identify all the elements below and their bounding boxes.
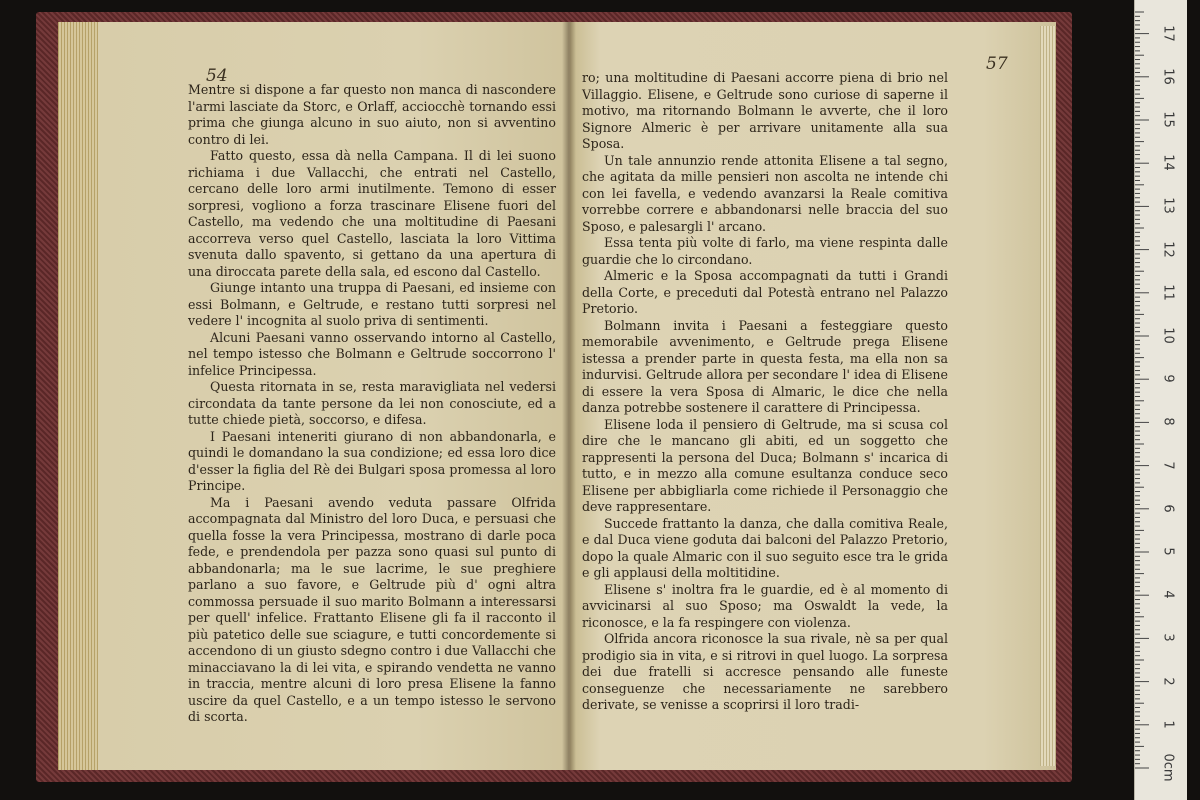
ruler-label: 4	[1160, 590, 1176, 599]
paragraph: Almeric e la Sposa accompagnati da tutti i Grandi della Corte, e preceduti dal Potestà entrano nel Palazzo Pretorio.	[582, 268, 948, 316]
paragraph: Alcuni Paesani vanno osservando intorno al Castello, nel tempo istesso che Bolmann e Geltrude soccorrono l' infelice Principessa.	[188, 329, 556, 378]
paragraph: ro; una moltitudine di Paesani accorre piena di brio nel Villaggio. Elisene, e Geltrude sono curiose di saperne il motivo, ma ritornando Bolmann le avverte, che il loro Signore Almeric è per arrivare unitamente alla sua Sposa.	[582, 70, 948, 151]
ruler-label: 16	[1160, 68, 1176, 85]
ruler-label: 15	[1160, 111, 1176, 128]
paragraph: I Paesani inteneriti giurano di non abbandonarla, e quindi le domandano la sua condizione; ed essa loro dice d'esser la figlia del Rè dei Bulgari sposa promessa al loro Principe.	[188, 428, 556, 493]
paragraph: Fatto questo, essa dà nella Campana. Il di lei suono richiama i due Vallacchi, che entrati nel Castello, cercano delle loro armi inutilmente. Temono di esser sorpresi, vogliono a forza trascinare Elisene fuori del Castello, ma vedendo che una moltitudine di Paesani accorreva verso quel Castello, lasciata la loro Vittima svenuta dallo spavento, si gettano da una apertura di una diroccata parete della sala, ed escono dal Castello.	[188, 148, 556, 279]
right-page-text	[582, 70, 948, 714]
ruler-label: 5	[1160, 547, 1176, 556]
book-gutter	[562, 22, 576, 770]
left-page-edges	[58, 22, 98, 770]
paragraph: Giunge intanto una truppa di Paesani, ed insieme con essi Bolmann, e Geltrude, e restano tutti sorpresi nel vedere l' incognita al suolo priva di sentimenti.	[188, 280, 556, 328]
paragraph: Olfrida ancora riconosce la sua rivale, nè sa per qual prodigio sia in vita, e si ritrovi in quel luogo. La sorpresa dei due fratelli si accresce pensando alle funeste conseguenze che necessariamente ne sarebbero derivate, se venisse a scoprirsi il loro tradi-	[582, 631, 948, 712]
ruler-label: 13	[1160, 197, 1176, 215]
right-page-edges	[1040, 26, 1056, 766]
ruler-label: 2	[1160, 676, 1176, 686]
paragraph: Mentre si dispone a far questo non manca di nascondere l'armi lasciate da Storc, e Orlaff, acciocchè tornando essi prima che giunga alcuno in suo aiuto, non si avventino contro di lei.	[188, 82, 556, 147]
paragraph: Bolmann invita i Paesani a festeggiare questo memorabile avvenimento, e Geltrude prega Elisene istessa a prender parte in questa festa, ma ella non sa indurvisi. Geltrude allora per secondare l' idea di Elisene di essere la vera Sposa di Almaric, le dice che nella danza potrebbe sostenere il carattere di Principessa.	[582, 317, 948, 415]
paragraph: Un tale annunzio rende attonita Elisene a tal segno, che agitata da mille pensieri non ascolta ne intende chi con lei favella, e vedendo avanzarsi la Reale comitiva vorrebbe correre e abbandonarsi nelle braccia del suo Sposo, e palesargli l' arcano.	[582, 152, 948, 234]
paragraph: Questa ritornata in se, resta maravigliata nel vedersi circondata da tante persone da lei non conosciute, ed a tutte chiede pietà, soccorso, e difesa.	[188, 379, 556, 427]
left-page-number: 54	[206, 66, 228, 86]
ruler-label: 8	[1160, 417, 1176, 427]
ruler-label: 14	[1160, 154, 1176, 171]
right-page-number: 57	[986, 54, 1008, 74]
ruler-label: 11	[1160, 284, 1176, 301]
ruler-label: 7	[1160, 460, 1176, 470]
ruler-label: 17	[1160, 24, 1176, 42]
ruler-label: 3	[1160, 633, 1176, 643]
measurement-ruler	[1134, 0, 1187, 800]
paragraph: Elisene s' inoltra fra le guardie, ed è al momento di avvicinarsi al suo Sposo; ma Oswaldt la vede, la riconosce, e la fa respingere con violenza.	[582, 581, 948, 630]
ruler-label: 9	[1160, 374, 1176, 383]
paragraph: Ma i Paesani avendo veduta passare Olfrida accompagnata dal Ministro del loro Duca, e persuasi che quella fosse la vera Principessa, mostrano di darle poca fede, e prendendola per pazza sono quasi sul punto di abbandonarla; ma le sue lacrime, le sue preghiere parlano a suo favore, e Geltrude più d' ogni altra commossa persuade il suo marito Bolmann a interessarsi per quell' infelice. Frattanto Elisene gli fa il racconto il più patetico delle sue sciagure, e tutti concordemente si accendono di un giusto sdegno contro i due Vallacchi che minacciavano la di lei vita, e spirando vendetta ne vanno in traccia, mentre alcuni di loro presa Elisene la fanno uscire da quel Castello, e a un tempo istesso le servono di scorta.	[188, 494, 556, 724]
paragraph: Essa tenta più volte di farlo, ma viene respinta dalle guardie che lo circondano.	[582, 235, 948, 267]
ruler-label: 6	[1160, 504, 1176, 513]
ruler-label: 1	[1160, 720, 1176, 729]
left-page-text	[188, 82, 556, 726]
ruler-label: 0cm	[1160, 753, 1176, 782]
ruler-label: 10	[1160, 327, 1176, 344]
paragraph: Elisene loda il pensiero di Geltrude, ma si scusa col dire che le mancano gli abiti, ed un soggetto che rappresenti la persona del Duca; Bolmann s' incarica di tutto, e in mezzo alla comune esultanza conduce seco Elisene per abbigliarla come richiede il Personaggio che deve rappresentare.	[582, 416, 948, 514]
ruler-label: 12	[1160, 240, 1176, 258]
paragraph: Succede frattanto la danza, che dalla comitiva Reale, e dal Duca viene goduta dai balconi del Palazzo Pretorio, dopo la quale Almaric con il suo seguito esce tra le grida e gli applausi della moltitidine.	[582, 515, 948, 580]
